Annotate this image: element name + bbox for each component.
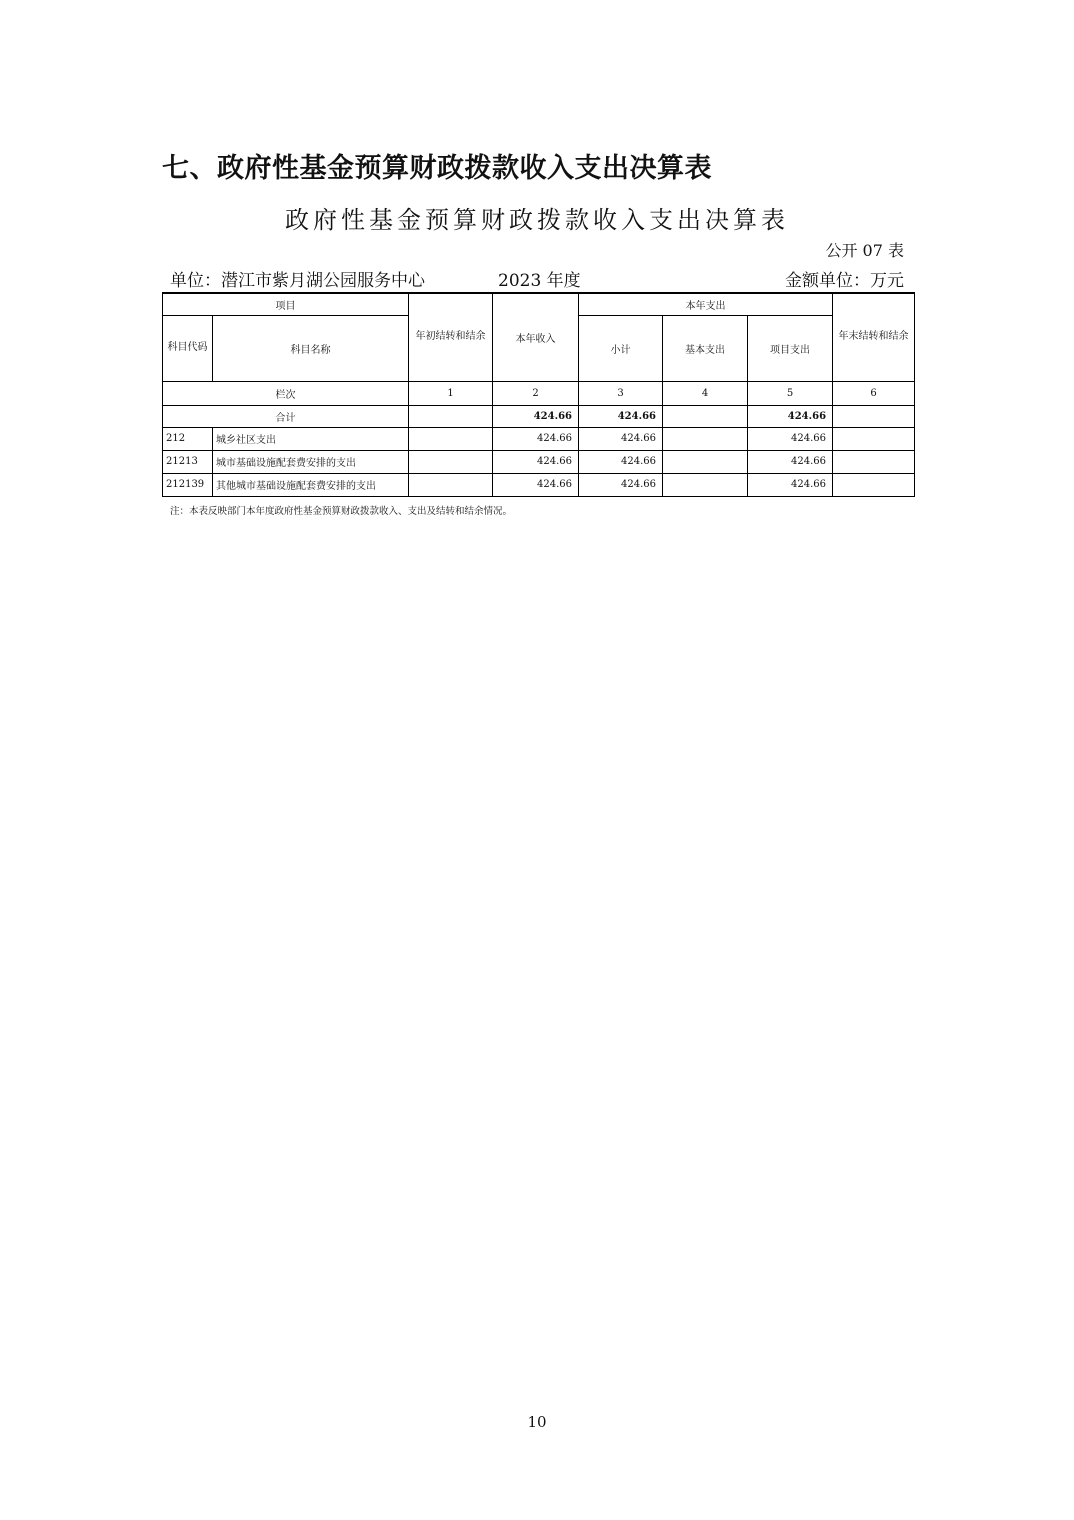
total-label: 合计 — [163, 405, 409, 427]
header-code: 科目代码 — [163, 315, 213, 381]
column-index: 6 — [833, 381, 915, 405]
header-end-balance: 年末结转和结余 — [833, 293, 915, 381]
year-label: 2023 年度 — [498, 271, 581, 291]
row-basic — [663, 450, 748, 473]
column-index-label: 栏次 — [163, 381, 409, 405]
row-project-expense: 424.66 — [748, 450, 833, 473]
column-index: 2 — [493, 381, 579, 405]
header-subtotal: 小计 — [579, 315, 663, 381]
row-end-balance — [833, 450, 915, 473]
total-row — [163, 405, 915, 427]
row-basic — [663, 473, 748, 496]
row-name: 其他城市基础设施配套费安排的支出 — [213, 473, 409, 496]
row-code: 212 — [163, 427, 213, 450]
table-row — [163, 427, 915, 450]
header-row-1 — [163, 293, 915, 315]
row-name: 城乡社区支出 — [213, 427, 409, 450]
total-income: 424.66 — [493, 405, 579, 427]
amount-unit-label: 金额单位：万元 — [785, 271, 904, 291]
row-subtotal: 424.66 — [579, 473, 663, 496]
header-expense-group: 本年支出 — [579, 293, 833, 315]
header-project-expense: 项目支出 — [748, 315, 833, 381]
header-income: 本年收入 — [493, 293, 579, 381]
row-basic — [663, 427, 748, 450]
row-code: 21213 — [163, 450, 213, 473]
total-project-expense: 424.66 — [748, 405, 833, 427]
total-basic — [663, 405, 748, 427]
row-begin-balance — [409, 427, 493, 450]
row-income: 424.66 — [493, 427, 579, 450]
header-basic: 基本支出 — [663, 315, 748, 381]
total-subtotal: 424.66 — [579, 405, 663, 427]
row-end-balance — [833, 473, 915, 496]
section-heading: 七、政府性基金预算财政拨款收入支出决算表 — [162, 153, 712, 184]
column-index: 3 — [579, 381, 663, 405]
header-begin-balance: 年初结转和结余 — [409, 293, 493, 381]
meta-row — [170, 266, 904, 291]
row-begin-balance — [409, 450, 493, 473]
column-index: 1 — [409, 381, 493, 405]
header-name: 科目名称 — [213, 315, 409, 381]
row-project-expense: 424.66 — [748, 473, 833, 496]
total-end-balance — [833, 405, 915, 427]
column-index: 5 — [748, 381, 833, 405]
column-index-row — [163, 381, 915, 405]
table-row — [163, 450, 915, 473]
table-title: 政府性基金预算财政拨款收入支出决算表 — [285, 206, 789, 234]
row-begin-balance — [409, 473, 493, 496]
table-note: 注：本表反映部门本年度政府性基金预算财政拨款收入、支出及结转和结余情况。 — [170, 506, 513, 517]
row-name: 城市基础设施配套费安排的支出 — [213, 450, 409, 473]
header-project: 项目 — [163, 293, 409, 315]
row-subtotal: 424.66 — [579, 427, 663, 450]
row-project-expense: 424.66 — [748, 427, 833, 450]
form-code: 公开 07 表 — [825, 241, 904, 260]
fund-table — [162, 292, 915, 497]
row-subtotal: 424.66 — [579, 450, 663, 473]
table-row — [163, 473, 915, 496]
row-income: 424.66 — [493, 473, 579, 496]
unit-label: 单位：潜江市紫月湖公园服务中心 — [170, 271, 425, 291]
row-income: 424.66 — [493, 450, 579, 473]
total-begin-balance — [409, 405, 493, 427]
column-index: 4 — [663, 381, 748, 405]
page-number: 10 — [527, 1413, 547, 1431]
row-end-balance — [833, 427, 915, 450]
row-code: 212139 — [163, 473, 213, 496]
